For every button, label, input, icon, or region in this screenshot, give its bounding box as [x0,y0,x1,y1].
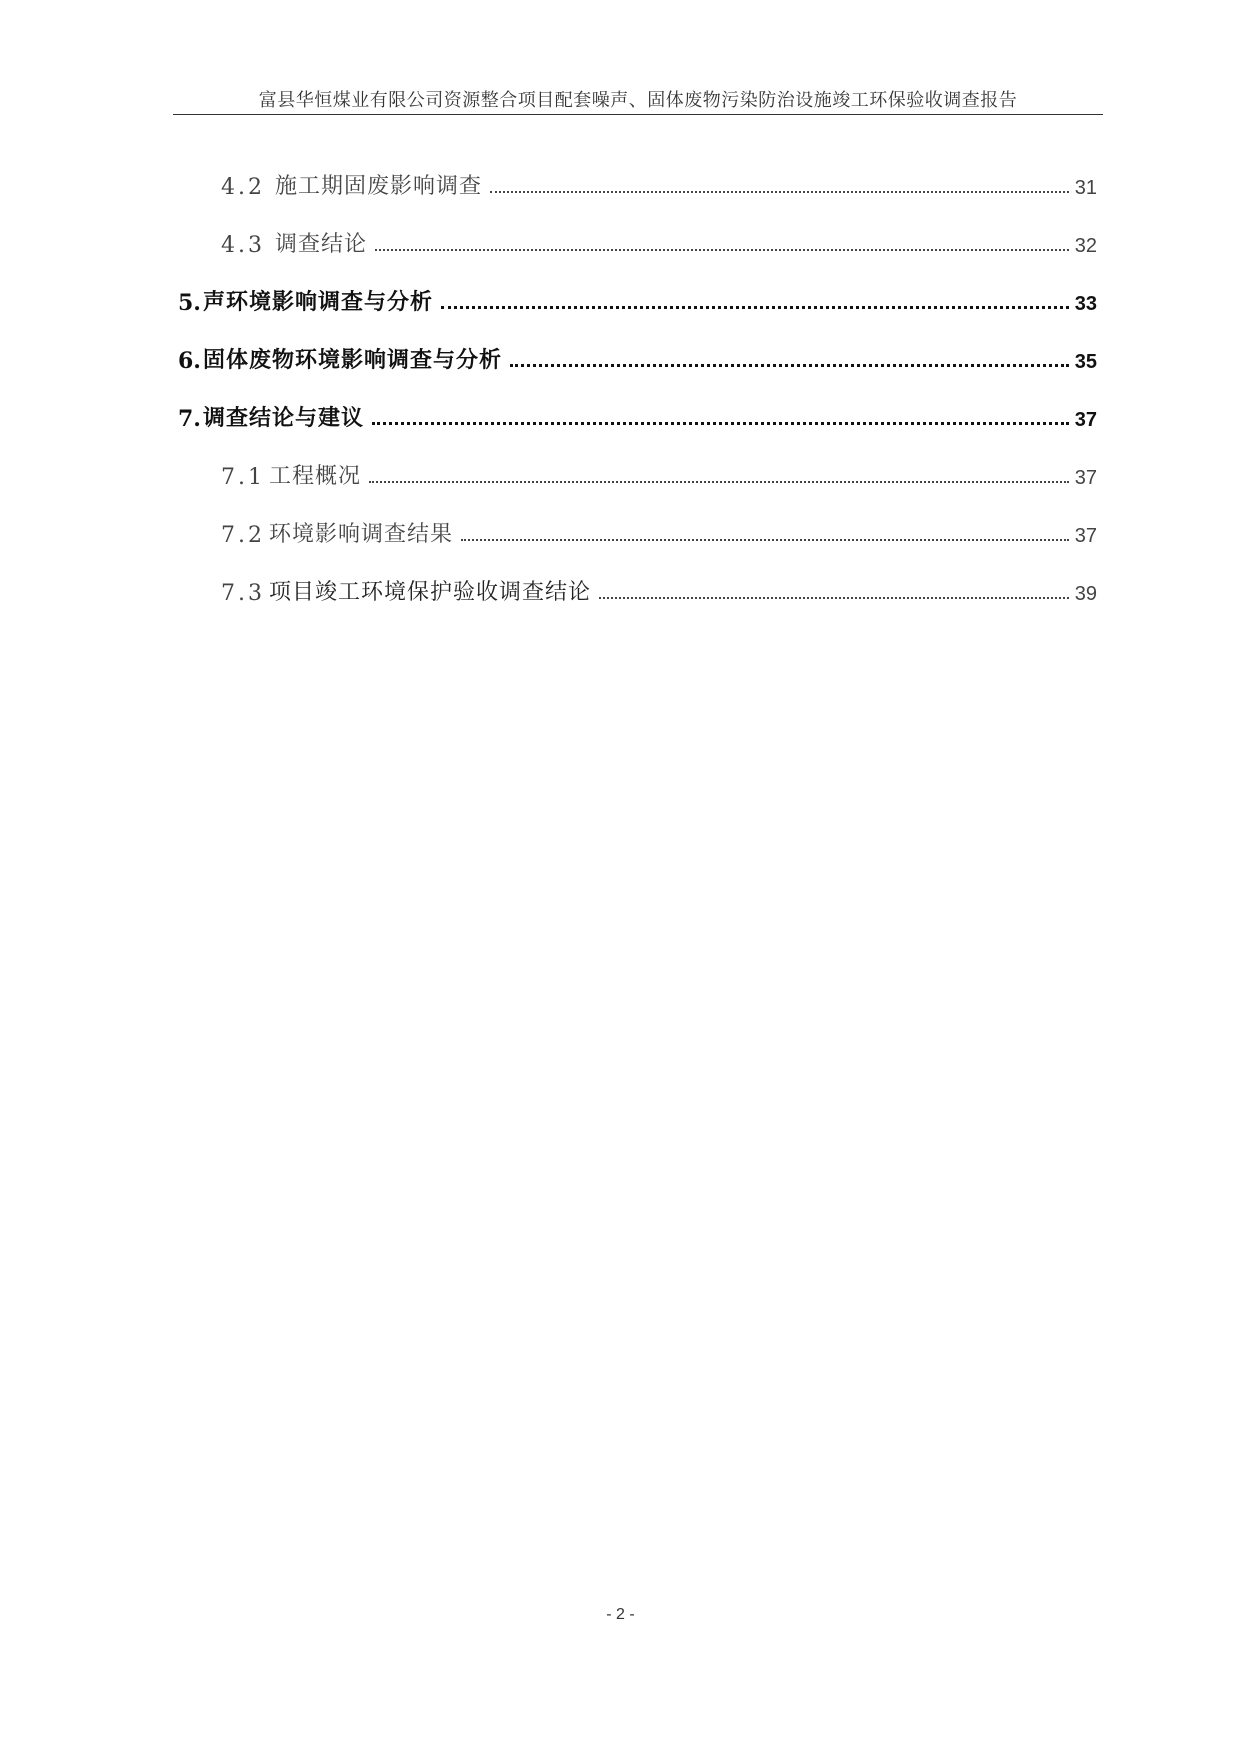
toc-entry-title: 声环境影响调查与分析 [202,289,433,315]
toc-entry-number: 5. [178,290,201,316]
toc-entry-4-2[interactable] [221,168,1097,200]
toc-dot-leader [510,364,1069,367]
toc-entry-page: 39 [1074,583,1097,605]
header-rule [173,114,1103,115]
toc-entry-7-1[interactable] [221,458,1097,490]
toc-entry-title: 工程概况 [269,464,362,489]
toc-entry-page: 37 [1074,467,1097,489]
toc-dot-leader [441,306,1069,309]
toc-dot-leader [372,422,1069,425]
toc-dot-leader [461,539,1069,541]
toc-dot-leader [375,249,1069,251]
page-number: - 2 - [606,1606,635,1623]
toc-entry-page: 37 [1074,525,1097,547]
toc-entry-number: 7. [178,406,201,432]
toc-entry-number: 4.3 [221,233,265,258]
toc-entry-title: 调查结论 [275,232,368,257]
toc-entry-7[interactable] [178,400,1097,432]
toc-entry-title: 固体废物环境影响调查与分析 [202,347,502,373]
toc-entry-page: 35 [1074,351,1097,373]
toc-entry-number: 4.2 [221,175,265,200]
running-header: 富县华恒煤业有限公司资源整合项目配套噪声、固体废物污染防治设施竣工环保验收调查报告 [258,90,1018,111]
toc-entry-number: 7.3 [221,581,265,606]
toc-entry-4-3[interactable] [221,226,1097,258]
toc-entry-title: 项目竣工环境保护验收调查结论 [269,580,592,605]
toc-entry-number: 7.2 [221,523,265,548]
toc-entry-page: 32 [1074,235,1097,257]
toc-entry-7-2[interactable] [221,516,1097,548]
toc-dot-leader [599,597,1069,599]
toc-entry-number: 6. [178,348,201,374]
toc-entry-6[interactable] [178,342,1097,374]
toc-entry-title: 环境影响调查结果 [269,522,454,547]
toc-entry-page: 37 [1074,409,1097,431]
toc-entry-title: 调查结论与建议 [202,405,364,431]
toc-entry-page: 31 [1074,177,1097,199]
toc-entry-page: 33 [1074,293,1097,315]
toc-entry-5[interactable] [178,284,1097,316]
toc-entry-number: 7.1 [221,465,265,490]
toc-entry-title: 施工期固废影响调查 [275,174,483,199]
toc-dot-leader [369,481,1069,483]
toc-dot-leader [490,191,1069,193]
toc-entry-7-3[interactable] [221,574,1097,606]
